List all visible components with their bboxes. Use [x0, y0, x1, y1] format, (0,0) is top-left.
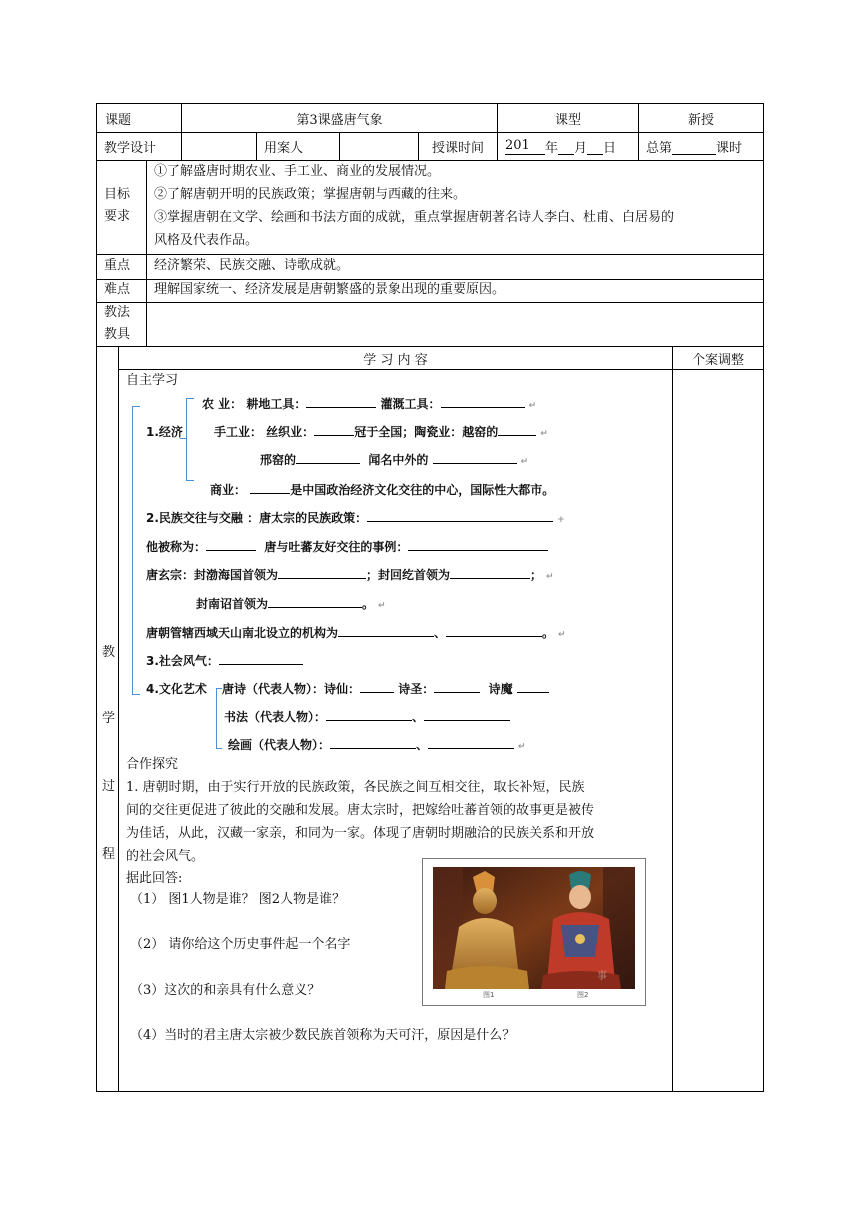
xing-text: 邢窑的	[260, 453, 297, 467]
craft-mid-text: 冠于全国；陶瓷业：越窑的	[354, 425, 499, 439]
figure-box	[422, 858, 646, 1006]
method-label-1: 教法	[104, 305, 131, 320]
design-label: 教学设计	[104, 141, 157, 156]
goals-label-2: 要求	[104, 209, 131, 224]
process-label-1: 教	[102, 645, 116, 660]
xuanzong-text: 唐玄宗：封渤海国首领为	[146, 568, 279, 582]
process-label-3: 过	[102, 779, 116, 794]
culture-label: 4.文化艺术	[146, 682, 207, 696]
irrigation-text: 灌溉工具：	[380, 397, 441, 411]
goals-label-1: 目标	[104, 187, 131, 202]
total-hours	[646, 133, 742, 160]
called-line	[146, 536, 548, 558]
date-month-suffix: 月	[574, 141, 588, 156]
nanzhao-line: 封南诏首领为 。 ↵	[196, 593, 386, 617]
figure-caption-2: 图2	[577, 991, 589, 999]
total-suffix: 课时	[716, 141, 743, 156]
craft-text: 手工业： 丝织业：	[214, 425, 315, 439]
figure-image	[433, 867, 635, 989]
answer-prompt: 据此回答:	[126, 871, 183, 886]
nanzhao-text: 封南诏首领为	[196, 597, 269, 611]
goal-item-2: ②了解唐朝开明的民族政策；掌握唐朝与西藏的往来。	[154, 187, 467, 202]
agri-line: 农 业： 耕地工具： 灌溉工具： ↵	[202, 393, 536, 417]
process-label-2: 学	[102, 711, 116, 726]
period-text-2: 。	[542, 626, 555, 640]
difficulty-value: 理解国家统一、经济发展是唐朝繁盛的景象出现的重要原因。	[154, 282, 506, 297]
key-points-label: 重点	[104, 258, 131, 273]
dunhao-text-3: 、	[416, 738, 429, 752]
process-label-4: 程	[102, 847, 116, 862]
western-line: 唐朝管辖西域天山南北设立的机构为 、 。 ↵	[146, 622, 566, 646]
xing-line: 邢窑的 闻名中外的 ↵	[260, 449, 528, 473]
method-label-2: 教具	[104, 327, 131, 342]
type-value: 新授	[687, 112, 714, 128]
commerce-text: 商业：	[210, 483, 247, 497]
painting-line: 绘画（代表人物）： 、 ↵	[228, 734, 526, 758]
cooperative-para-4: 的社会风气。	[126, 849, 205, 864]
goal-item-4: 风格及代表作品。	[154, 233, 259, 248]
social-line	[146, 650, 303, 672]
calligraphy-text: 书法（代表人物）：	[224, 710, 327, 724]
tibet-text: 唐与吐蕃友好交往的事例：	[264, 540, 409, 554]
question-4: （4）当时的君主唐太宗被少数民族首领称为天可汗，原因是什么？	[130, 1028, 516, 1043]
poet-demon-text: 诗魔	[488, 682, 513, 696]
adjust-header: 个案调整	[691, 352, 744, 368]
difficulty-label: 难点	[104, 282, 131, 297]
goal-item-1: ①了解盛唐时期农业、手工业、商业的发展情况。	[154, 164, 441, 179]
cooperative-para-2: 间的交往更促进了彼此的交融和发展。唐太宗时，把嫁给吐蕃首领的故事更是被传	[126, 803, 595, 818]
economy-label: 1.经济	[146, 425, 183, 439]
semicolon-text: ；	[530, 568, 543, 582]
date-year: 201	[505, 138, 535, 155]
huihe-text: ；封回纥首领为	[366, 568, 451, 582]
figure-caption-1: 图1	[483, 991, 495, 999]
goal-item-3: ③掌握唐朝在文学、绘画和书法方面的成就，重点掌握唐朝著名诗人李白、杜甫、白居易的	[154, 210, 675, 225]
xuanzong-line: 唐玄宗：封渤海国首领为 ；封回纥首领为 ； ↵	[146, 564, 554, 588]
cooperative-title: 合作探究	[126, 757, 179, 772]
type-label: 课型	[554, 112, 581, 128]
cooperative-para-1: 1. 唐朝时期，由于实行开放的民族政策，各民族之间互相交往，取长补短，民族	[126, 780, 585, 795]
agri-text: 农 业： 耕地工具：	[202, 397, 307, 411]
craft-line: 手工业： 丝织业： 冠于全国；陶瓷业：越窑的 ↵	[214, 421, 548, 445]
dunhao-text: 、	[434, 626, 447, 640]
period-text: 。	[362, 597, 375, 611]
poetry-line	[222, 678, 549, 700]
date-year-suffix: 年	[545, 141, 559, 156]
dunhao-text-2: 、	[412, 710, 425, 724]
poet-sage-text: 诗圣：	[398, 682, 435, 696]
time-label: 授课时间	[431, 141, 484, 156]
poetry-text: 唐诗（代表人物）：诗仙：	[222, 682, 361, 696]
famous-text: 闻名中外的	[368, 453, 429, 467]
date-field	[505, 133, 616, 160]
lesson-label: 课题	[105, 112, 132, 128]
question-3: （3）这次的和亲具有什么意义？	[130, 983, 321, 998]
ethnic-text: 2.民族交往与交融 ：唐太宗的民族政策：	[146, 511, 368, 525]
western-text: 唐朝管辖西域天山南北设立的机构为	[146, 626, 339, 640]
called-text: 他被称为：	[146, 540, 207, 554]
ethnic-line: 2.民族交往与交融 ：唐太宗的民族政策： +	[146, 507, 565, 531]
question-1: （1） 图1人物是谁？ 图2人物是谁？	[130, 892, 346, 907]
painting-text: 绘画（代表人物）：	[228, 738, 331, 752]
key-points-value: 经济繁荣、民族交融、诗歌成就。	[154, 258, 350, 273]
commerce-tail-text: 是中国政治经济文化交往的中心，国际性大都市。	[290, 483, 555, 497]
cooperative-para-3: 为佳话，从此，汉藏一家亲，和同为一家。体现了唐朝时期融洽的民族关系和开放	[126, 826, 595, 841]
date-day-suffix: 日	[603, 141, 617, 156]
self-study-title: 自主学习	[126, 373, 179, 388]
question-2: （2） 请你给这个历史事件起一个名字	[130, 937, 351, 952]
social-text: 3.社会风气：	[146, 654, 219, 668]
lesson-title: 第3课盛唐气象	[296, 112, 383, 128]
calligraphy-line	[224, 706, 510, 728]
user-label: 用案人	[264, 141, 304, 156]
svg-text:事: 事	[597, 971, 607, 982]
content-title: 学 习 内 容	[363, 352, 428, 368]
commerce-line	[210, 479, 554, 501]
total-prefix: 总第	[646, 141, 673, 156]
